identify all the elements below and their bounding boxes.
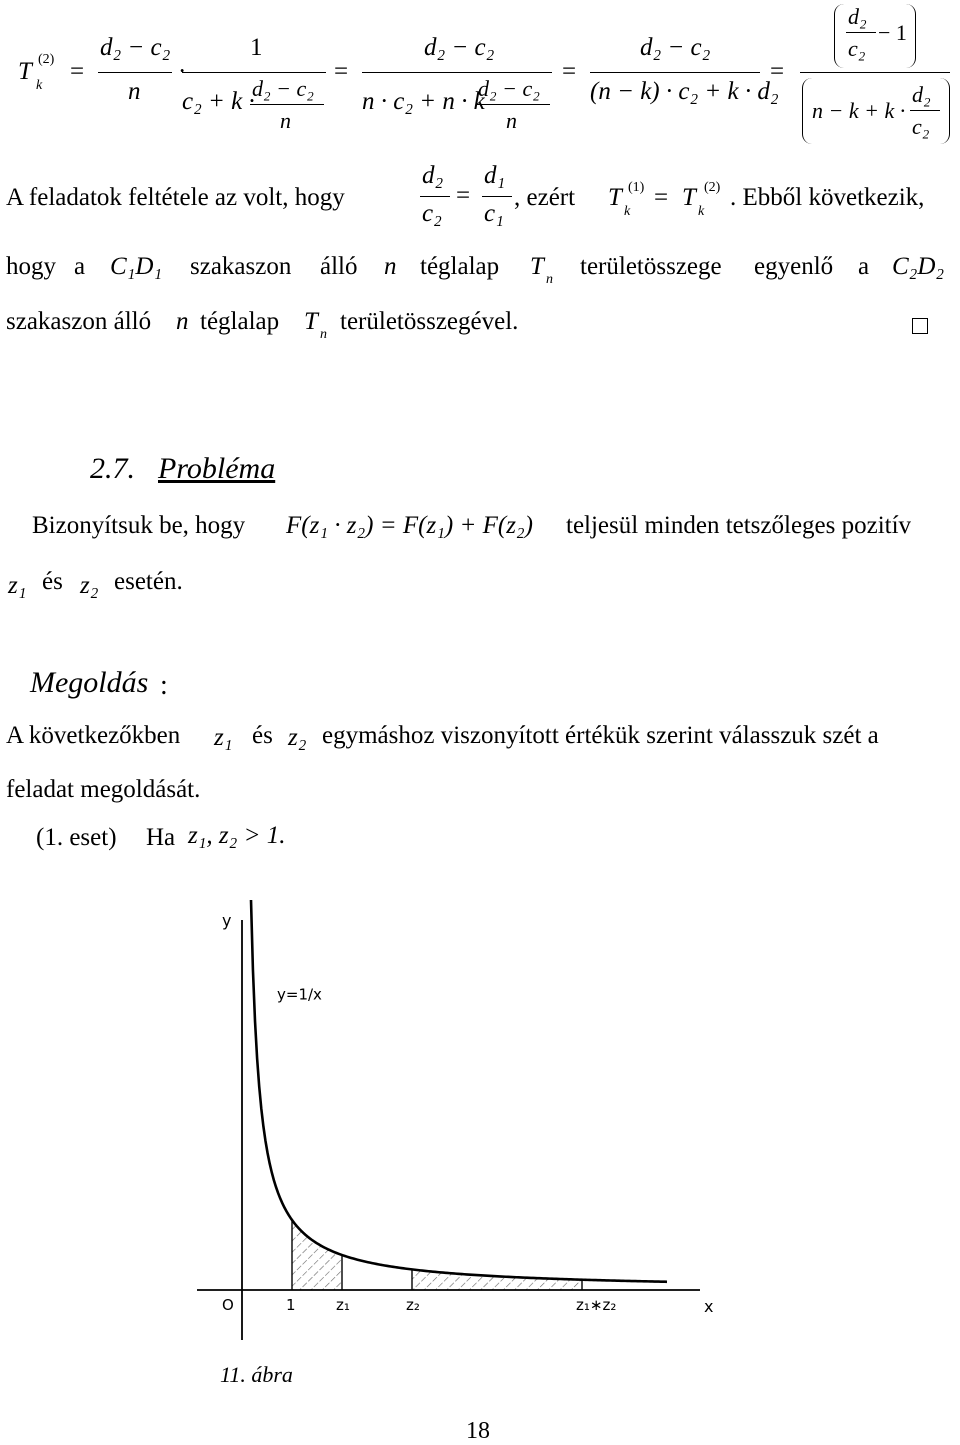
solution-line1-a: A következőkben — [6, 722, 181, 749]
para2-n: n — [384, 253, 397, 280]
f5-num-tail: − 1 — [878, 20, 907, 45]
fraction-bar-5 — [800, 72, 950, 73]
qed-box — [912, 318, 928, 334]
f2-den-left: c₂ + k · — [182, 88, 255, 115]
para3-n: n — [176, 308, 189, 335]
f4-numerator: d₂ − c₂ — [640, 34, 711, 61]
fraction-bar-2b — [250, 104, 324, 105]
para3-text-a: szakaszon álló — [6, 308, 152, 335]
case-ha: Ha — [146, 824, 176, 851]
f1-denominator: n — [128, 78, 141, 105]
solution-z1: z₁ — [214, 724, 233, 751]
para1-text-c: . Ebből következik, — [730, 184, 925, 211]
para1-frac-bar-2 — [482, 196, 512, 197]
para2-w8: a — [858, 253, 870, 280]
f4-denominator: (n − k) · c₂ + k · d₂ — [590, 78, 779, 105]
solution-heading: Megoldás — [30, 666, 149, 699]
problem-text-b: teljesül minden tetszőleges pozitív — [566, 512, 912, 539]
x-tick-label: 1 — [286, 1296, 296, 1314]
para1-t2-sup: (2) — [704, 180, 721, 195]
figure-caption: 11. ábra — [220, 1362, 293, 1387]
fraction-bar-5b — [910, 110, 940, 111]
f3-den-left: n · c₂ + n · k — [362, 88, 485, 115]
problem-formula: F(z₁ · z₂) = F(z₁) + F(z₂) — [286, 512, 533, 539]
equals-3: = — [562, 58, 577, 85]
f2-den-inner-den: n — [280, 108, 291, 133]
para2-tn-sub: n — [546, 272, 553, 287]
fraction-bar-2 — [182, 72, 326, 73]
para2-w1: hogy — [6, 253, 56, 280]
tk-sub: k — [36, 78, 43, 93]
fraction-bar-4 — [590, 72, 760, 73]
fraction-bar-3 — [362, 72, 552, 73]
fraction-bar-3b — [476, 104, 550, 105]
para1-t1: T — [608, 184, 622, 211]
para1-text-a: A feladatok feltétele az volt, hogy — [6, 184, 345, 211]
problem-z2: z₂ — [80, 572, 99, 599]
dot-operator: · — [178, 58, 187, 85]
x-tick-label: z₁∗z₂ — [576, 1296, 617, 1314]
para3-text-b: téglalap — [200, 308, 280, 335]
equals-4: = — [770, 58, 785, 85]
para1-d1: d₁ — [484, 162, 506, 189]
solution-z2: z₂ — [288, 724, 307, 751]
para1-d2: d₂ — [422, 162, 444, 189]
f5-num-inner-den: c₂ — [848, 36, 866, 61]
para1-c1: c₁ — [484, 200, 504, 227]
solution-line2: feladat megoldását. — [6, 776, 201, 803]
para1-c2: c₂ — [422, 200, 442, 227]
curve-label: y=1/x — [277, 985, 322, 1004]
tk-label: T — [18, 58, 32, 85]
y-axis-label: y — [222, 911, 232, 930]
solution-line1-c: egymáshoz viszonyított értékük szerint válasszuk szét a — [322, 722, 879, 749]
para2-w5: téglalap — [420, 253, 500, 280]
para1-t1-sup: (1) — [628, 180, 645, 195]
para2-c1d1: C₁D₁ — [110, 253, 163, 280]
f3-den-inner-den: n — [506, 108, 517, 133]
f2-numerator: 1 — [250, 34, 263, 61]
para1-text-b: , ezért — [514, 184, 576, 211]
problem-text-d: esetén. — [114, 568, 183, 595]
f1-numerator: d₂ − c₂ — [100, 34, 171, 61]
x-tick-label: z₁ — [336, 1296, 350, 1314]
x-axis-label: x — [704, 1297, 714, 1316]
problem-text-a: Bizonyítsuk be, hogy — [32, 512, 246, 539]
x-tick-label: z₂ — [406, 1296, 420, 1314]
para1-eq: = — [456, 182, 471, 209]
tk-sup: (2) — [38, 52, 55, 67]
section-title: Probléma — [158, 452, 276, 485]
series-line-y-1-over-x — [249, 900, 667, 1282]
case-label: (1. eset) — [36, 824, 117, 851]
f3-numerator: d₂ − c₂ — [424, 34, 495, 61]
para1-t1-sub: k — [624, 204, 631, 219]
solution-line1-b: és — [252, 722, 273, 749]
f2-den-inner-num: d₂ − c₂ — [252, 76, 314, 101]
para1-t2-sub: k — [698, 204, 705, 219]
solution-colon: : — [160, 670, 168, 701]
para3-text-c: területösszegével. — [340, 308, 519, 335]
f5-den-inner-num: d₂ — [912, 82, 931, 107]
f3-den-inner-num: d₂ − c₂ — [478, 76, 540, 101]
f5-den-left: n − k + k · — [812, 98, 906, 123]
f5-num-inner-num: d₂ — [848, 4, 867, 29]
problem-z1: z₁ — [8, 572, 27, 599]
x-tick-label: O — [222, 1296, 234, 1314]
para3-tn: T — [304, 308, 318, 335]
para1-eq-2: = — [654, 184, 669, 211]
para3-tn-sub: n — [320, 327, 327, 342]
para2-tn: T — [530, 253, 544, 280]
section-number: 2.7. — [90, 452, 135, 485]
page-number: 18 — [466, 1418, 490, 1444]
para2-w2: a — [74, 253, 86, 280]
hyperbola-chart — [180, 900, 740, 1370]
para2-w3: szakaszon — [190, 253, 292, 280]
fraction-bar-5a — [846, 32, 876, 33]
para2-w4: álló — [320, 253, 358, 280]
problem-text-c: és — [42, 568, 63, 595]
equals-2: = — [334, 58, 349, 85]
para1-t2: T — [682, 184, 696, 211]
case-condition: z₁, z₂ > 1. — [188, 822, 286, 849]
f5-den-inner-den: c₂ — [912, 114, 930, 139]
para2-w6: területösszege — [580, 253, 722, 280]
para1-frac-bar-1 — [420, 196, 450, 197]
para2-c2d2: C₂D₂ — [892, 253, 945, 280]
para2-w7: egyenlő — [754, 253, 834, 280]
equals-1: = — [70, 58, 85, 85]
fraction-bar-1 — [98, 72, 172, 73]
